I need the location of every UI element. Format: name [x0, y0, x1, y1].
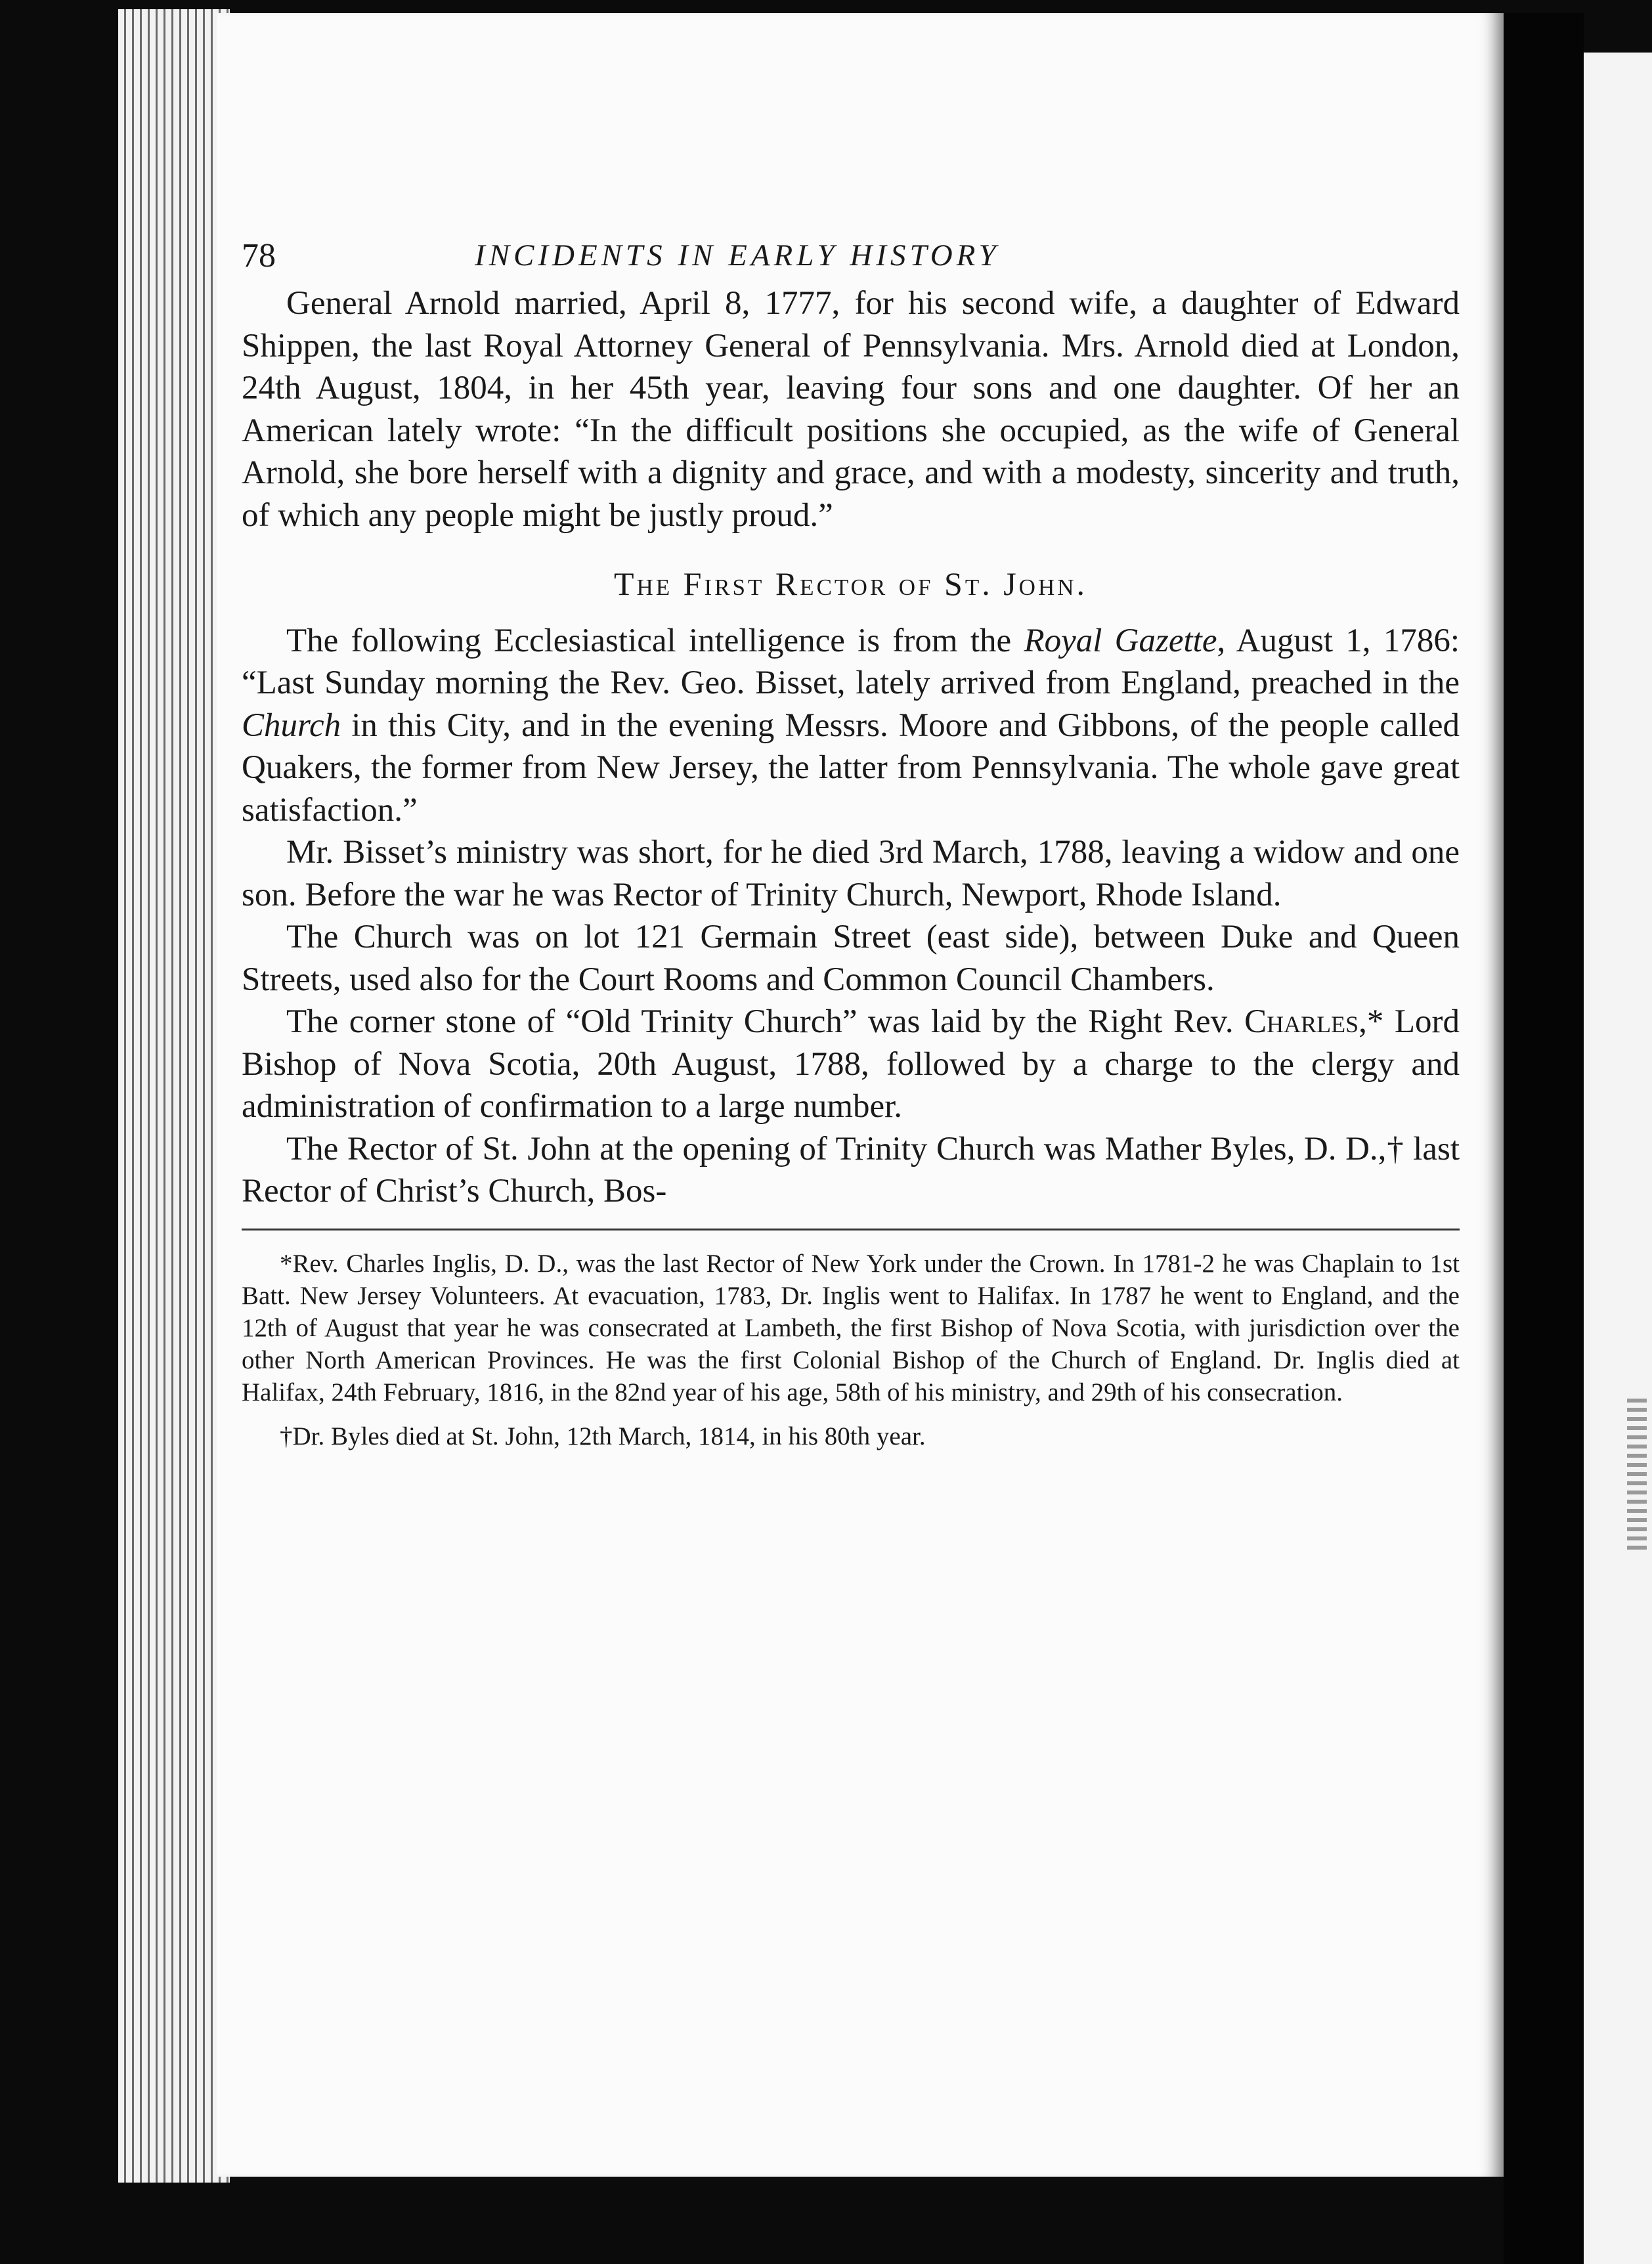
text-run: , August 1, 1786: “Last Sunday morning the Rev. Geo. Bisset, lately arrived from England, preached in the [242, 622, 1460, 701]
italic-church: Church [242, 707, 341, 744]
facing-page-bleed-marks [1627, 1399, 1647, 1550]
running-title: INCIDENTS IN EARLY HISTORY [475, 238, 1000, 272]
paragraph-rector-byles: The Rector of St. John at the opening of Trinity Church was Mather Byles, D. D.,† last Rector of Christ’s Church, Bos- [242, 1130, 1460, 1209]
text-run: in this City, and in the evening Messrs. Moore and Gibbons, of the people called Quakers, the former from New Jersey, the latter from Pennsylvania. The whole gave great satisfaction.” [242, 707, 1460, 829]
footnote-inglis: *Rev. Charles Inglis, D. D., was the last Rector of New York under the Crown. In 1781-2 he was Chaplain to 1st Batt. New Jersey Volunteers. At evacuation, 1783, Dr. Inglis went to Halifax. In 1787 he went to England, and the 12th of August that year he was consecrated at Lambeth, the first Bishop of Nova Scotia, with jurisdiction over the other North American Provinces. He was the first Colonial Bishop of the Church of England. Dr. Inglis died at Halifax, 24th February, 1816, in the 82nd year of his age, 58th of his ministry, and 29th of his consecration. [242, 1249, 1460, 1406]
paragraph-arnold-marriage: General Arnold married, April 8, 1777, for his second wife, a daughter of Edward Shippen, the last Royal Attorney General of Pennsylvania. Mrs. Arnold died at London, 24th August, 1804, in her 45th year, leaving four sons and one daughter. Of her an American lately wrote: “In the difficult positions she occupied, as the wife of General Arnold, she bore herself with a dignity and grace, and with a modesty, sincerity and truth, of which any people might be justly proud.” [242, 285, 1460, 534]
text-run: The following Ecclesiastical intelligence is from the [286, 622, 1024, 659]
text-run: The corner stone of “Old Trinity Church” was laid by the Right Rev. [286, 1003, 1245, 1040]
paragraph-ecclesiastical-intelligence [242, 620, 1460, 832]
paragraph-bisset-ministry: Mr. Bisset’s ministry was short, for he died 3rd March, 1788, leaving a widow and one son. Before the war he was Rector of Trinity Church, Newport, Rhode Island. [242, 834, 1460, 913]
paragraph-corner-stone [242, 1001, 1460, 1128]
footnote-byles: †Dr. Byles died at St. John, 12th March, 1814, in his 80th year. [280, 1422, 926, 1450]
facing-page [1584, 53, 1652, 2264]
footnote-rule [242, 1229, 1460, 1230]
italic-newspaper-title: Royal Gazette [1024, 622, 1217, 659]
page-text-block [242, 230, 1460, 1452]
page-number: 78 [242, 237, 276, 274]
book-gutter [1504, 13, 1584, 2264]
paragraph-church-location: The Church was on lot 121 Germain Street (east side), between Duke and Queen Streets, used also for the Court Rooms and Common Council Chambers. [242, 919, 1460, 998]
text-run: ,* Lord Bishop of Nova Scotia, 20th August, 1788, followed by a charge to the clergy and administration of confirmation to a large number. [242, 1003, 1460, 1125]
running-head [242, 230, 1460, 282]
book-page-edges [118, 9, 230, 2183]
section-heading: The First Rector of St. John. [613, 565, 1087, 602]
small-caps-name: Charles [1244, 1003, 1359, 1040]
